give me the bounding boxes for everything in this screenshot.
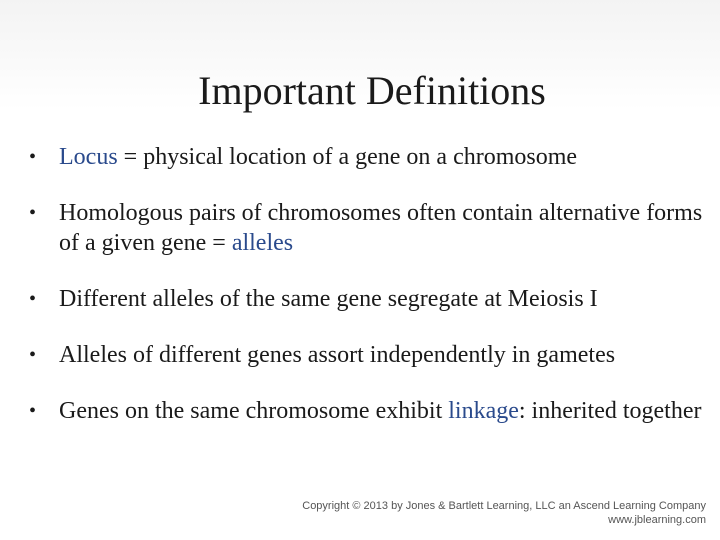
bullet-item	[29, 284, 709, 314]
bullet-icon: •	[29, 288, 37, 310]
bullet-icon: •	[29, 344, 37, 366]
term-locus: Locus	[59, 144, 118, 170]
publisher-url: www.jblearning.com	[608, 514, 706, 526]
copyright-footer	[302, 499, 706, 527]
bullet-icon: •	[29, 202, 37, 224]
bullet-text: Homologous pairs of chromosomes often contain alternative forms of a given gene =	[59, 200, 703, 256]
bullet-item	[29, 396, 709, 426]
term-alleles: alleles	[231, 230, 294, 256]
bullet-text: = physical location of a gene on a chromosome	[117, 144, 578, 170]
bullet-text: Alleles of different genes assort independently in gametes	[59, 342, 616, 368]
bullet-icon: •	[29, 400, 37, 422]
bullet-text: Different alleles of the same gene segregate at Meiosis I	[59, 286, 598, 312]
copyright-text: Copyright © 2013 by Jones & Bartlett Learning, LLC an Ascend Learning Company	[302, 500, 706, 512]
bullet-list	[29, 142, 709, 452]
bullet-text: Genes on the same chromosome exhibit	[59, 398, 449, 424]
bullet-text: : inherited together	[518, 398, 702, 424]
slide-title: Important Definitions	[198, 68, 546, 113]
bullet-item	[29, 198, 709, 258]
bullet-item	[29, 340, 709, 370]
term-linkage: linkage	[448, 398, 519, 424]
bullet-icon: •	[29, 146, 37, 168]
bullet-item	[29, 142, 709, 172]
